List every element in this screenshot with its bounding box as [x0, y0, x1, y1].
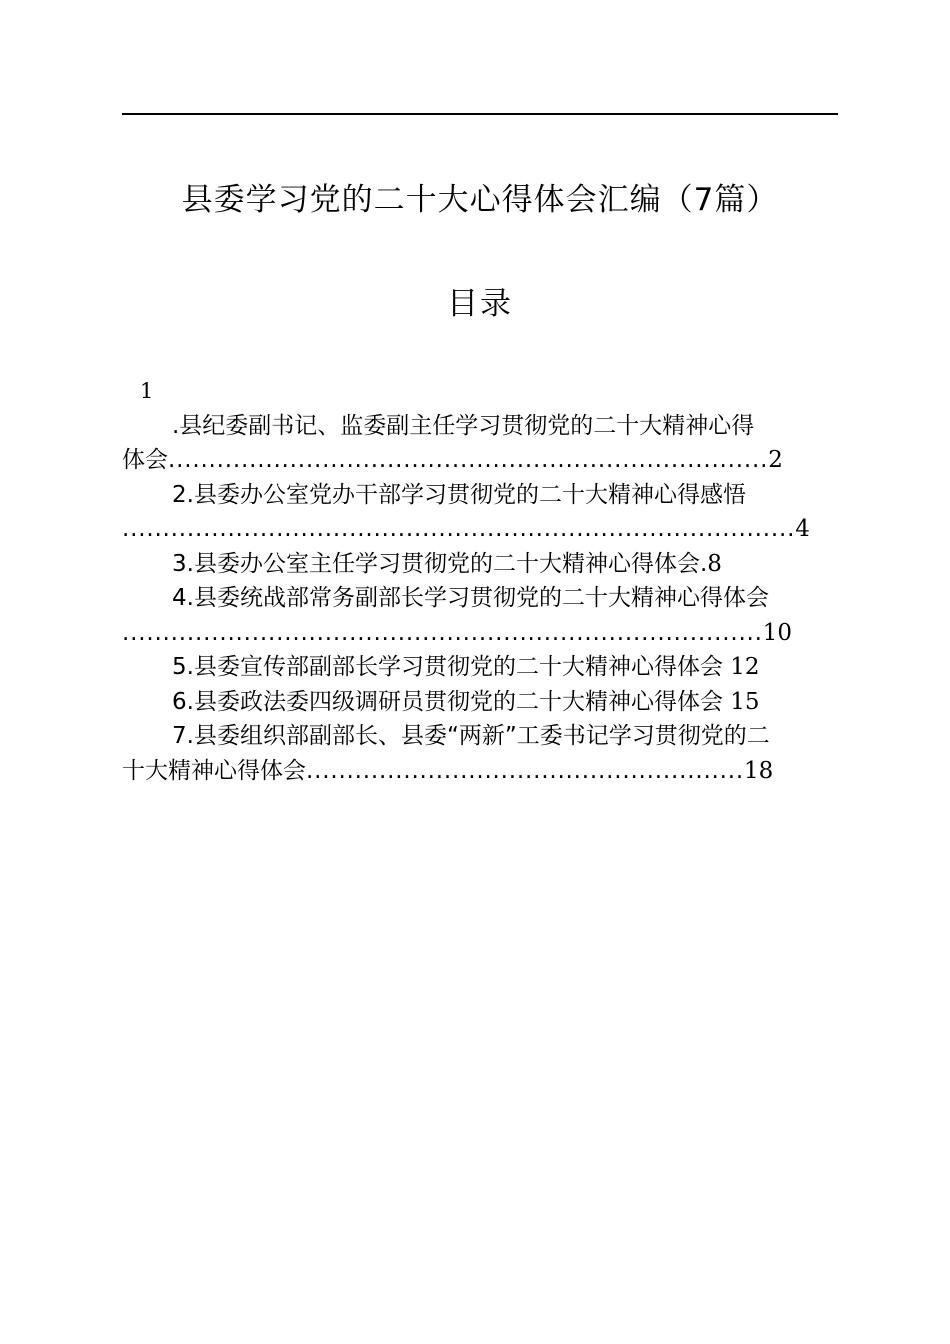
toc-entry-2-continuation[interactable] — [122, 512, 838, 547]
toc-entry-5-page: 12 — [730, 654, 760, 680]
toc-entry-1-title[interactable]: .县纪委副书记、监委副主任学习贯彻党的二十大精神心得 — [172, 412, 755, 439]
toc-entry-3-title: 3.县委办公室主任学习贯彻党的二十大精神心得体会. — [172, 550, 708, 577]
toc-heading: 目录 — [447, 286, 513, 322]
toc-entry-6-page: 15 — [730, 688, 760, 715]
toc-entry-7-page: 18 — [744, 757, 774, 784]
toc-entry-4-continuation[interactable] — [122, 616, 838, 651]
toc-entry-7-leader: ...................................................... — [306, 757, 744, 784]
toc-entry-1-leader: .......................................................................... — [168, 447, 769, 473]
toc-entry-6[interactable] — [122, 685, 838, 720]
toc-entry-4-leader: ............................................................................... — [122, 619, 763, 646]
toc-entry-5-title: 5.县委宣传部副部长学习贯彻党的二十大精神心得体会 — [172, 654, 723, 680]
toc-entry-3[interactable] — [122, 547, 838, 582]
table-of-contents — [122, 374, 838, 788]
document-title: 县委学习党的二十大心得体会汇编（7篇） — [181, 182, 779, 218]
toc-entry-4-page: 10 — [762, 619, 793, 646]
toc-entry-1-continuation[interactable] — [122, 443, 838, 478]
toc-entry-2-page: 4 — [795, 516, 810, 542]
toc-entry-7-title[interactable]: 7.县委组织部副部长、县委“两新”工委书记学习贯彻党的二 — [172, 723, 770, 749]
toc-entry-6-title: 6.县委政法委四级调研员贯彻党的二十大精神心得体会 — [172, 688, 723, 715]
toc-entry-5[interactable] — [122, 650, 838, 685]
toc-entry-7-continuation[interactable] — [122, 754, 838, 789]
toc-entry-1-page: 2 — [768, 447, 783, 473]
toc-entry-2-title[interactable]: 2.县委办公室党办干部学习贯彻党的二十大精神心得感悟 — [172, 481, 746, 508]
toc-entry-4-title[interactable]: 4.县委统战部常务副部长学习贯彻党的二十大精神心得体会 — [172, 585, 769, 611]
toc-entry-1-number[interactable]: 1 — [140, 379, 154, 403]
toc-entry-3-page: 8 — [707, 550, 722, 577]
toc-entry-2-leader: ................................................................................... — [122, 516, 796, 542]
toc-entry-1-title-cont: 体会 — [122, 447, 168, 473]
toc-entry-7-title-cont: 十大精神心得体会 — [122, 757, 306, 784]
header-rule — [122, 113, 838, 115]
